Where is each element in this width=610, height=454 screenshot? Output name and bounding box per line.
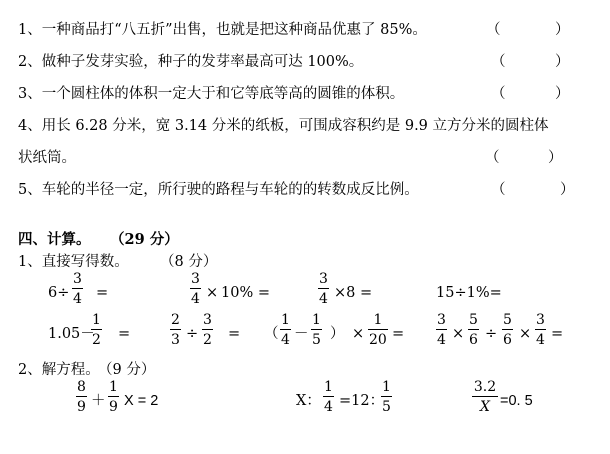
answer-paren-close-q2: ） xyxy=(555,54,570,70)
fraction-1-2 xyxy=(91,313,102,347)
equation3-tail: =0. 5 xyxy=(500,393,533,409)
denominator: 6 xyxy=(503,332,512,348)
numerator: 3 xyxy=(536,312,545,328)
judge-q4-line2: 状纸筒。 xyxy=(18,150,76,166)
denominator: 5 xyxy=(382,399,391,415)
numerator: 2 xyxy=(171,312,180,328)
fraction-bar xyxy=(318,288,329,289)
answer-paren-close-q5: ） xyxy=(560,182,575,198)
times-sign: × xyxy=(452,326,465,342)
judge-q5: 5、车轮的半径一定，所行驶的路程与车轮的的转数成反比例。 xyxy=(18,182,419,198)
item2-tail: 10% = xyxy=(221,285,270,301)
fraction-bar xyxy=(311,329,322,330)
fraction-1-5 xyxy=(381,380,392,414)
numerator: 3 xyxy=(191,271,200,287)
direct-label: 1、直接写得数。 xyxy=(18,254,129,270)
fraction-3.2-x xyxy=(472,380,498,414)
fraction-2-3 xyxy=(170,313,181,347)
answer-paren-open-q1: （ xyxy=(486,22,501,38)
item4: 15÷1%= xyxy=(436,285,502,301)
fraction-1-5 xyxy=(311,313,322,347)
denominator: X xyxy=(480,399,490,415)
fraction-1-9 xyxy=(108,380,119,414)
equals-sign: = xyxy=(392,326,405,342)
equals-sign: = xyxy=(551,326,564,342)
fraction-8-9 xyxy=(76,380,87,414)
judge-q2: 2、做种子发芽实验，种子的发芽率最高可达 100%。 xyxy=(18,54,364,70)
fraction-bar xyxy=(436,329,447,330)
fraction-bar xyxy=(91,329,102,330)
denominator: 4 xyxy=(73,291,82,307)
answer-paren-open-q3: （ xyxy=(491,86,506,102)
denominator: 9 xyxy=(109,399,118,415)
times-sign: × xyxy=(206,285,219,301)
equations-label: 2、解方程。 xyxy=(18,362,100,378)
judge-q1: 1、一种商品打“八五折”出售，也就是把这种商品优惠了 85%。 xyxy=(18,22,427,38)
numerator: 5 xyxy=(503,312,512,328)
denominator: 3 xyxy=(171,332,180,348)
fraction-bar xyxy=(468,329,479,330)
equals-sign: = xyxy=(118,326,131,342)
fraction-3-4 xyxy=(190,272,201,306)
denominator: 2 xyxy=(203,332,212,348)
denominator: 20 xyxy=(369,332,387,348)
left-paren: （ xyxy=(264,326,279,342)
fraction-3-4 xyxy=(535,313,546,347)
minus-sign: － xyxy=(294,326,309,342)
fraction-bar xyxy=(280,329,291,330)
numerator: 3.2 xyxy=(473,379,497,395)
denominator: 4 xyxy=(319,291,328,307)
item3-tail: ×8 = xyxy=(334,285,373,301)
answer-paren-close-q1: ） xyxy=(555,22,570,38)
numerator: 1 xyxy=(373,312,383,328)
numerator: 1 xyxy=(109,379,118,395)
fraction-1-4 xyxy=(323,380,334,414)
fraction-1-4 xyxy=(280,313,291,347)
judge-q4-line1: 4、用长 6.28 分米，宽 3.14 分米的纸板，可围成容积约是 9.9 立方分米的圆柱体 xyxy=(18,118,549,134)
denominator: 4 xyxy=(437,332,446,348)
numerator: 3 xyxy=(73,271,82,287)
equals-sign: = xyxy=(96,285,109,301)
fraction-bar xyxy=(535,329,546,330)
item1-prefix: 6÷ xyxy=(48,285,70,301)
answer-paren-open-q2: （ xyxy=(491,54,506,70)
fraction-3-2 xyxy=(202,313,213,347)
numerator: 8 xyxy=(77,379,86,395)
fraction-bar xyxy=(472,396,498,397)
times-sign: × xyxy=(519,326,532,342)
section-points: （29 分） xyxy=(110,231,179,248)
numerator: 1 xyxy=(312,312,321,328)
fraction-bar xyxy=(323,396,334,397)
answer-paren-open-q4: （ xyxy=(485,150,500,166)
section-title: 四、计算。 xyxy=(18,231,91,248)
fraction-bar xyxy=(190,288,201,289)
denominator: 6 xyxy=(469,332,478,348)
answer-paren-open-q5: （ xyxy=(491,182,506,198)
fraction-bar xyxy=(76,396,87,397)
numerator: 1 xyxy=(281,312,290,328)
plus-sign: ＋ xyxy=(91,393,106,409)
denominator: 5 xyxy=(312,332,321,348)
denominator: 9 xyxy=(77,399,86,415)
fraction-bar xyxy=(502,329,513,330)
fraction-bar xyxy=(368,329,388,330)
fraction-bar xyxy=(381,396,392,397)
equations-points: （9 分） xyxy=(98,362,156,378)
answer-paren-close-q3: ） xyxy=(555,86,570,102)
divide-sign: ÷ xyxy=(485,326,498,342)
denominator: 4 xyxy=(281,332,290,348)
numerator: 1 xyxy=(92,312,101,328)
numerator: 3 xyxy=(437,312,446,328)
equals-sign: = xyxy=(228,326,241,342)
denominator: 4 xyxy=(191,291,200,307)
fraction-bar xyxy=(202,329,213,330)
direct-points: （8 分） xyxy=(160,254,218,270)
times-sign: × xyxy=(352,326,365,342)
fraction-bar xyxy=(72,288,83,289)
numerator: 1 xyxy=(324,379,333,395)
fraction-3-4 xyxy=(72,272,83,306)
item5-prefix: 1.05－ xyxy=(48,326,95,342)
fraction-1-20 xyxy=(368,313,388,347)
numerator: 5 xyxy=(469,312,478,328)
numerator: 1 xyxy=(382,379,391,395)
fraction-5-6 xyxy=(502,313,513,347)
fraction-3-4 xyxy=(436,313,447,347)
equation2-prefix: X： xyxy=(296,393,321,409)
equation2-middle: =12： xyxy=(339,393,385,409)
fraction-3-4 xyxy=(318,272,329,306)
numerator: 3 xyxy=(203,312,212,328)
fraction-5-6 xyxy=(468,313,479,347)
denominator: 4 xyxy=(324,399,333,415)
denominator: 4 xyxy=(536,332,545,348)
fraction-bar xyxy=(170,329,181,330)
right-paren: ） xyxy=(330,326,345,342)
divide-sign: ÷ xyxy=(186,326,199,342)
equation1-tail: X = 2 xyxy=(124,393,159,409)
numerator: 3 xyxy=(319,271,328,287)
answer-paren-close-q4: ） xyxy=(548,150,563,166)
judge-q3: 3、一个圆柱体的体积一定大于和它等底等高的圆锥的体积。 xyxy=(18,86,405,102)
fraction-bar xyxy=(108,396,119,397)
denominator: 2 xyxy=(92,332,101,348)
